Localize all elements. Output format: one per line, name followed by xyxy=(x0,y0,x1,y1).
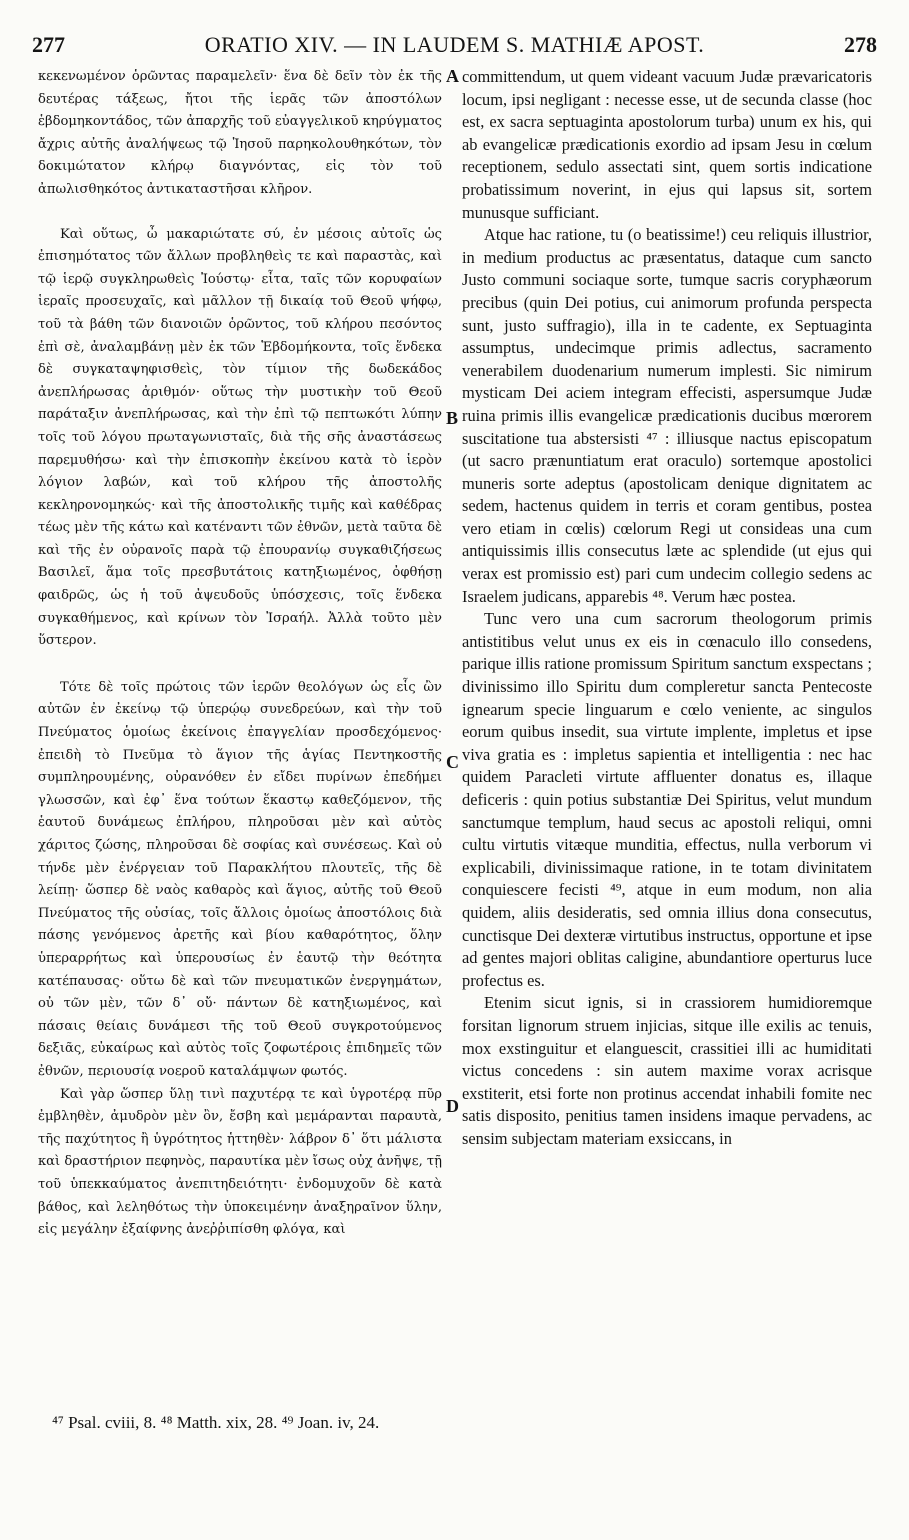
running-header xyxy=(32,32,877,62)
latin-paragraph-4: Etenim sicut ignis, si in crassiorem humidioremque forsitan lignorum struem injicias, sitque ille exilis ac tenuis, mox exstinguitur et elanguescit, crassitiei illi ac humiditati victus concedens : sin autem maxime vorax acrisque exstiterit, etsi forte non protinus accendat inhabili fomite nec satis disposito, penitius tamen insidens imaque pervadens, ac sensim subjectam materiam exsiccans, in xyxy=(462,993,872,1148)
footnotes: ⁴⁷ Psal. cviii, 8. ⁴⁸ Matth. xix, 28. ⁴⁹ Joan. iv, 24. xyxy=(52,1413,380,1432)
latin-paragraph-2: Atque hac ratione, tu (o beatissime!) ceu reliquis illustrior, in medium productus ac præsentatus, dataque cum sancto Justo communi sociaque sorte, tumque sacris coryphæorum precibus (quin Dei potius, cui animorum profunda perspecta sunt, justo suffragio), illa in te cadente, ex Septuaginta assumptus, undecimque primis adlectus, sacramento venerabilem duodenarium numerum implesti. Sic nimirum mysticam Dei aciem integram effecisti, aspersumque Judæ ruina primis illis evangelicæ prædicationis ducibus mœrorem suscitatione tua abstersisti ⁴⁷ : illiusque nactus episcopatum (ut sacro prænuntiatum erat oraculo) sortemque apostolici muneris sorte adeptus (apostolicam denique dignitatem ac sedem, hactenus quidem in terris et coram gentibus, postea vero etiam in cœlis) cœlorum Regi ut consideas una cum antiquissimis illis consecutus læte ac splendide (ut ejus qui verax est promissio est) pari cum undecim collegio sedens ac Israelem judicans, apparebis ⁴⁸. Verum hæc postea. xyxy=(462,225,872,606)
margin-letter-b: B xyxy=(446,408,459,428)
greek-column xyxy=(38,66,442,1242)
latin-paragraph-3: Tunc vero una cum sacrorum theologorum primis antistitibus velut unus ex eis in cœnaculo illo consedens, parique illis ratione promissum Spiritum sanctum exspectans ; divinissimo illo Spiritu dum compleretur sancta Pentecoste ignearum specie linguarum e cœlo veniente, ac singulos eorum quibus insedit, sua virtute implente, impletus et ipse viva gratia es : impletus sapientia et intelligentia : nec hac quidem Paracleti virtute affluenter donatus es, illaque deficeris : quin potius substantiæ Dei Spiritus, velut mundum sanctumque templum, haud secus ac apostoli reliqui, omni cultu virtutis vitæque munditia, effectus, nulla verborum vi explicabili, divinissimaque ratione, in te totam divinitatem conquiescere fecisti ⁴⁹, atque in eum modum, non alia quidem, aliis desideratis, sed omnia illius dona consecutus, cunctisque Dei dexteræ virtutibus instructus, opportune et ipse ad gentes majori oblitas caligine, abundantiore operturus luce profectus es. xyxy=(462,609,872,990)
page-number-right: 278 xyxy=(844,32,877,57)
latin-paragraph-1: committendum, ut quem videant vacuum Judæ prævaricatoris locum, ipsi negligant : necesse esse, ut de secunda classe (hoc est, ex sacra septuaginta apostolorum turba) unum ex his, qui ab evangelicæ prædicationis exordio ad ipsam Jesu in cœlum receptionem, sedulo assectati sint, quem sortis indicatione probatissimum noverint, in ejus qui lapsus sit, sortem munusque sufficiant. xyxy=(462,67,872,222)
greek-paragraph-2: Καὶ οὕτως, ὦ μακαριώτατε σύ, ἐν μέσοις αὐτοῖς ὡς ἐπισημότατος τῶν ἄλλων προβληθεὶς τε καὶ παραστὰς, καὶ τῷ ἱερῷ συγκληρωθεὶς Ἰούστῳ· εἶτα, ταῖς τῶν κορυφαίων ἱεραῖς προσευχαῖς, καὶ μᾶλλον τῇ δικαίᾳ τοῦ Θεοῦ ψήφῳ, τοῦ τὰ βάθη τῶν διανοιῶν ὁρῶντος, τοῦ κλήρου πεσόντος ἐπὶ σὲ, ἀναλαμβάνῃ μὲν ἐκ τῶν Ἑβδομήκοντα, τοῖς ἕνδεκα δὲ συγκαταψηφισθεὶς, τὸν τίμιον τῆς δωδεκάδος ἀνεπλήρωσας ἀριθμόν· οὕτως τὴν μυστικὴν τοῦ Θεοῦ παράταξιν ἀνεπλήρωσας, καὶ τὴν ἐπὶ τῷ πεπτωκότι λύπην τοῖς τοῦ λόγου πρωταγωνισταῖς, διὰ τῆς σῆς ἀναστάσεως παρεμυθήσω· καὶ τὴν ἐπισκοπὴν ἐκείνου κατὰ τὸ ἱερὸν λόγιον λαβών, καὶ τοῦ κλήρου τῆς ἀποστολῆς κεκληρονομηκώς· καὶ τῆς ἀποστολικῆς τιμῆς καὶ καθέδρας τέως μὲν τῆς κάτω καὶ κατέναντι τῶν ἐθνῶν, μετὰ ταῦτα δὲ καὶ τῆς ἐν οὐρανοῖς παρὰ τῷ ἐπουρανίῳ συγκαθιζήσεως Βασιλεῖ, ἅμα τοῖς πρεσβυτάτοις κατηξιωμένος, ὀφθήσῃ φαιδρῶς, ὡς ἡ τοῦ ἀψευδοῦς ὑπόσχεσις, τοῖς ἕνδεκα συγκαθήμενος, καὶ κρίνων τὸν Ἰσραήλ. Ἀλλὰ τοῦτο μὲν ὕστερον. xyxy=(38,226,442,649)
greek-paragraph-4: Καὶ γὰρ ὥσπερ ὕλῃ τινὶ παχυτέρᾳ τε καὶ ὑγροτέρᾳ πῦρ ἐμβληθὲν, ἀμυδρὸν μὲν ὂν, ἔσβη καὶ μεμάρανται παραυτὰ, τῆς παχύτητος ἢ ὑγρότητος ἡττηθὲν· λάβρον δ᾽ ὅτι μάλιστα καὶ δραστήριον πεφηνὸς, παραυτίκα μὲν ἴσως οὐχ ἀνῆψε, τῇ τοῦ ὑπεκκαύματος ἀνεπιτηδειότητι· ἐνδομυχοῦν δὲ κατὰ βάθος, καὶ λεληθότως τὴν ὑποκειμένην ἀναξηραῖνον ὕλην, εἰς μεγάλην ἐξαίφνης ἀνεῤῥιπίσθη φλόγα, καὶ xyxy=(38,1086,442,1238)
margin-letter-c: C xyxy=(446,752,459,772)
greek-paragraph-1: κεκενωμένον ὁρῶντας παραμελεῖν· ἕνα δὲ δεῖν τὸν ἐκ τῆς δευτέρας τάξεως, ἤτοι τῆς ἱερᾶς τῶν ἀποστόλων ἑβδομηκοντάδος, τῶν ἀπαρχῆς τοῦ εὐαγγελικοῦ κηρύγματος ἄχρις αὐτῆς ἀναλήψεως τῷ Ἰησοῦ παρηκολουθηκότων, τὸν δοκιμώτατον κλήρῳ διαγνόντας, εἰς τὸν τοῦ ἀπωλισθηκότος ἀντικαταστῆσαι κλῆρον. xyxy=(38,69,442,197)
margin-letter-d: D xyxy=(446,1096,459,1116)
greek-paragraph-3: Τότε δὲ τοῖς πρώτοις τῶν ἱερῶν θεολόγων ὡς εἷς ὢν αὐτῶν ἐν ἐκείνῳ τῷ ὑπερῴῳ συνεδρεύων, καὶ τὴν τοῦ Πνεύματος ὁμοίως ἐκείνοις ἐπαγγελίαν προσδεχόμενος· ἐπειδὴ τὸ Πνεῦμα τὸ ἅγιον τῆς ἁγίας Πεντηκοστῆς συμπληρουμένης, οὐρανόθεν ἐν εἴδει πυρίνων ἐπεδήμει γλωσσῶν, καὶ ἐφ᾽ ἕνα τούτων ἕκαστῳ καθεζόμενον, τῆς ἑαυτοῦ δυνάμεως ἐπλήρου, πληροῦσαι μὲν καὶ αὐτὸς χάριτος ζώσης, πληροῦσαι δὲ σοφίας καὶ συνέσεως. Καὶ οὐ τήνδε μὲν ἐνέργειαν τοῦ Παρακλήτου πλουτεῖς, τῆς δὲ λείπῃ· ὥσπερ δὲ ναὸς καθαρὸς καὶ ἅγιος, αὐτῆς τοῦ Θεοῦ Πνεύματος τῆς οὐσίας, τοῖς ἄλλοις ὁμοίως ἀποστόλοις διὰ πάσης γενόμενος ἀρετῆς καὶ βίου καθαρότητος, ὅλην ὑπεραρρήτως καὶ ὑπερουσίως ἐν ἑαυτῷ τὴν θεότητα κατέπαυσας· οὕτω δὲ καὶ τῶν πνευματικῶν ἐνεργημάτων, οὐ τῶν μὲν, τῶν δ᾽ οὔ· πάντων δὲ κατηξιωμένος, καὶ πάσαις θείαις δυνάμεσι τῆς τοῦ Θεοῦ συγκροτούμενος δεξιᾶς, εὐκαίρως καὶ αὐτὸς τοῖς ζοφωτέροις ἐπιδημεῖς τῶν ἐθνῶν, περιουσίᾳ νοεροῦ καταλάμψων φωτός. xyxy=(38,679,442,1079)
page-number-left: 277 xyxy=(32,32,65,57)
running-title: ORATIO XIV. — IN LAUDEM S. MATHIÆ APOST. xyxy=(204,32,705,57)
latin-column xyxy=(462,66,872,1151)
margin-letter-a: A xyxy=(446,66,459,86)
